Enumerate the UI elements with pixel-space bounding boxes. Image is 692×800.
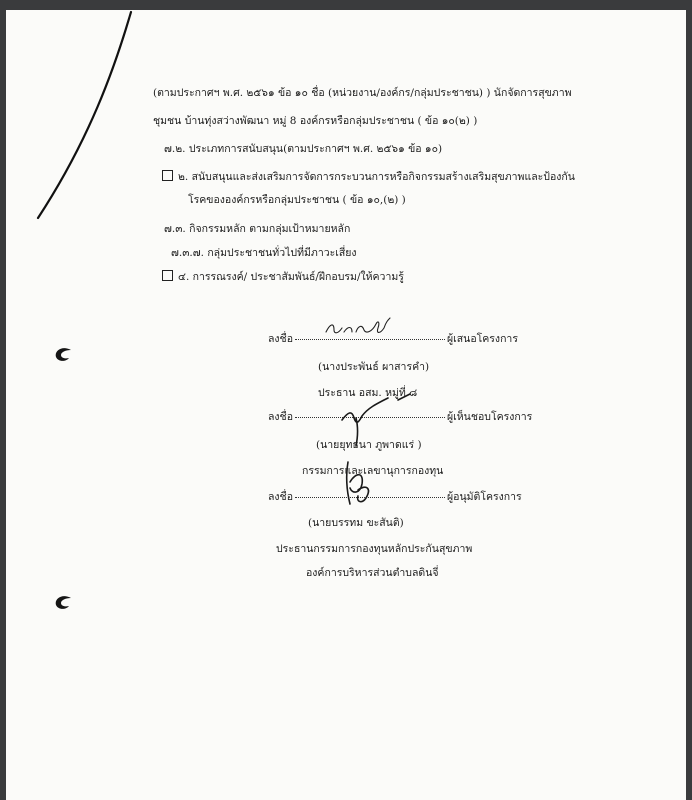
checkbox[interactable] bbox=[162, 170, 173, 181]
pen-stroke-mark bbox=[34, 10, 144, 230]
authorizer-position-1: ประธานกรรมการกองทุนหลักประกันสุขภาพ bbox=[276, 543, 473, 555]
checkbox-item-support-type bbox=[162, 170, 575, 184]
text-line-1: (ตามประกาศฯ พ.ศ. ๒๕๖๑ ข้อ ๑๐ ชื่อ (หน่วยงาน/องค์กร/กลุ่มประชาชน) ) นักจัดการสุขภาพ bbox=[153, 87, 572, 99]
role-label: ผู้เสนอโครงการ bbox=[447, 333, 518, 345]
text-line-2: ชุมชน บ้านทุ่งสว่างพัฒนา หมู่ 8 องค์กรหรือกลุ่มประชาชน ( ข้อ ๑๐(๒) ) bbox=[153, 115, 478, 127]
checkbox-label: ๒. สนับสนุนและส่งเสริมการจัดการกระบวนการหรือกิจกรรมสร้างเสริมสุขภาพและป้องกัน bbox=[178, 171, 575, 183]
proposer-position: ประธาน อสม. หมู่ที่ ๘ bbox=[318, 387, 418, 399]
checkbox-label: ๔. การรณรงค์/ ประชาสัมพันธ์/ฝึกอบรม/ให้ความรู้ bbox=[178, 271, 404, 283]
text-line-6: ๗.๓. กิจกรรมหลัก ตามกลุ่มเป้าหมายหลัก bbox=[164, 223, 351, 235]
authorizer-name: (นายบรรทม ขะสันติ) bbox=[308, 517, 404, 529]
text-line-7: ๗.๓.๗. กลุ่มประชาชนทั่วไปที่มีภาวะเสี่ยง bbox=[171, 247, 357, 259]
proposer-name: (นางประพันธ์ ผาสารคำ) bbox=[318, 361, 430, 373]
checkbox-item-activity bbox=[162, 270, 404, 284]
punch-hole-mark bbox=[52, 594, 76, 612]
checkbox[interactable] bbox=[162, 270, 173, 281]
authorizer-position-2: องค์การบริหารส่วนตำบลดินจี่ bbox=[306, 567, 439, 579]
sign-label: ลงชื่อ bbox=[268, 491, 293, 503]
approver-position: กรรมการและเลขานุการกองทุน bbox=[302, 465, 444, 477]
sign-label: ลงชื่อ bbox=[268, 333, 293, 345]
approver-name: (นายยุทธนา ภูพาดแร่ ) bbox=[316, 439, 422, 451]
sign-label: ลงชื่อ bbox=[268, 411, 293, 423]
handwritten-signature-3 bbox=[336, 454, 396, 514]
handwritten-signature-1 bbox=[322, 314, 402, 342]
role-label: ผู้อนุมัติโครงการ bbox=[447, 491, 522, 503]
document-page bbox=[6, 10, 686, 800]
text-line-5: โรคขององค์กรหรือกลุ่มประชาชน ( ข้อ ๑๐,(๒) ) bbox=[188, 194, 406, 206]
text-line-3: ๗.๒. ประเภทการสนับสนุน(ตามประกาศฯ พ.ศ. ๒๕๖๑ ข้อ ๑๐) bbox=[164, 143, 443, 155]
punch-hole-mark bbox=[52, 346, 76, 364]
role-label: ผู้เห็นชอบโครงการ bbox=[447, 411, 533, 423]
